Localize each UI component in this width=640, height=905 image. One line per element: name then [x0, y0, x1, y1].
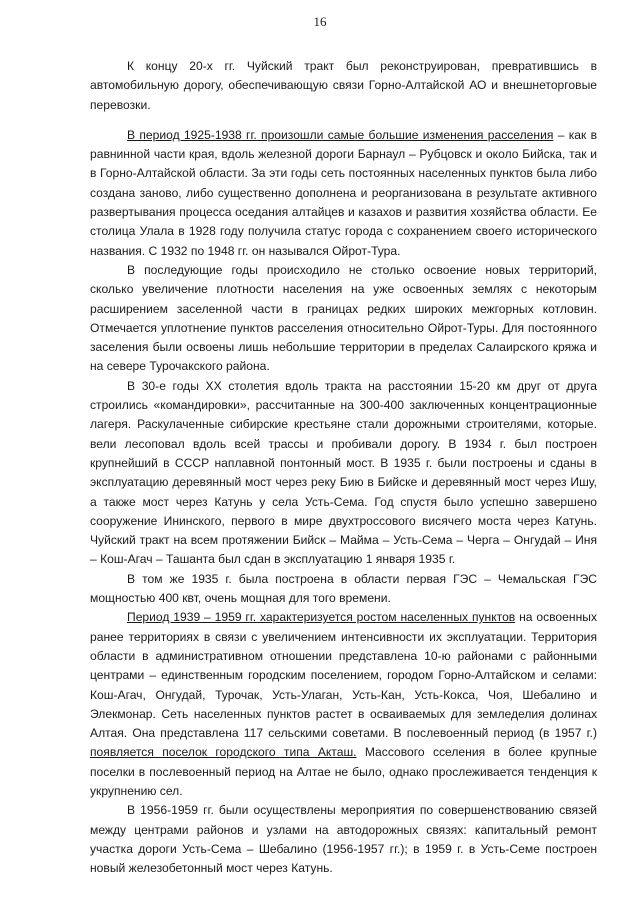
paragraph-settlement-changes: В период 1925-1938 гг. произошли самые большие изменения расселения – как в равнинной части края, вдоль железной дороги Барнаул – Рубцовск и около Бийска, так и в Горно-Алтайской области. За эти годы сеть постоянных населенных пунктов была либо создана заново, либо существенно дополнена и реорганизована в результате активного развертывания процесса оседания алтайцев и казахов и развития хозяйства области. Ее столица Улала в 1928 году получила статус города с сохранением своего исторического названия. С 1932 по 1948 гг. он назывался Ойрот-Тура. — [90, 127, 597, 258]
paragraph-tract-reconstruction: К концу 20-х гг. Чуйский тракт был реконструирован, превратившись в автомобильную дорогу, обеспечивающую связи Горно-Алтайской АО и внешнеторговые перевозки. — [90, 59, 597, 112]
paragraph-1956-1959: В 1956-1959 гг. были осуществлены мероприятия по совершенствованию связей между центрами районов и узлами на автодорожных связях: капитальный ремонт участка дороги Усть-Сема – Шебалино (1956-1957 гг.); в 1959 г. в Усть-Семе построен новый железобетонный мост через Катунь. — [90, 803, 597, 876]
underlined-heading: Период 1939 – 1959 гг. характеризуется ростом населенных пунктов — [127, 610, 516, 625]
underlined-heading: В период 1925-1938 гг. произошли самые большие изменения расселения — [127, 127, 554, 142]
paragraph-camps-and-bridges: В 30-е годы XX столетия вдоль тракта на расстоянии 15-20 км друг от друга строились «командировки», рассчитанные на 300-400 заключенных концентрационные лагеря. Раскулаченные сибирские крестьяне стали дорожными строителями, которые. вели лесоповал вдоль всей трассы и пробивали дорогу. В 1934 г. был построен крупнейший в СССР наплавной понтонный мост. В 1935 г. были построены и сданы в эксплуатацию деревянный мост через реку Бию в Бийске и деревянный мост через Ишу, а также мост через Катунь у села Усть-Сема. Год спустя было успешно завершено сооружение Ининского, первого в мире двухтроссового висячего моста через Катунь. Чуйский тракт на всем протяжении Бийск – Майма – Усть-Сема – Черга – Онгудай – Иня – Кош-Агач – Ташанта был сдан в эксплуатацию 1 января 1935 г. — [90, 378, 597, 567]
paragraph-1939-1959: Период 1939 – 1959 гг. характеризуется ростом населенных пунктов на освоенных ранее территориях в связи с увеличением интенсивности их эксплуатации. Территория области в административном отношении представлена 10-ю районами с районными центрами – единственным городским поселением, городом Горно-Алтайском и селами: Кош-Агач, Онгудай, Турочак, Усть-Улаган, Усть-Кан, Усть-Кокса, Чоя, Шебалино и Элекмонар. Сеть населенных пунктов растет в осваиваемых для земледелия долинах Алтая. Она представлена 117 сельскими советами. В послевоенный период (в 1957 г.) появляется поселок городского типа Акташ. Массового сселения в более крупные поселки в послевоенный период на Алтае не было, однако прослеживается тенденция к укрупнению сел. — [90, 610, 598, 798]
underlined-phrase: появляется поселок городского типа Акташ. — [90, 745, 357, 760]
document-body — [90, 57, 597, 878]
paragraph-population-density: В последующие годы происходило не столько освоение новых территорий, сколько увеличение плотности населения на уже освоенных землях с некоторым расширением заселенной части в границах редких широких межгорных котловин. Отмечается уплотнение пунктов расселения относительно Ойрот-Туры. Для постоянного заселения были освоены лишь небольшие территории в пределах Салаирского кряжа и на севере Турочакского района. — [90, 262, 597, 374]
paragraph-hydro-station: В том же 1935 г. была построена в области первая ГЭС – Чемальская ГЭС мощностью 400 квт, очень мощная для того времени. — [90, 571, 597, 606]
page-number: 16 — [313, 14, 327, 29]
